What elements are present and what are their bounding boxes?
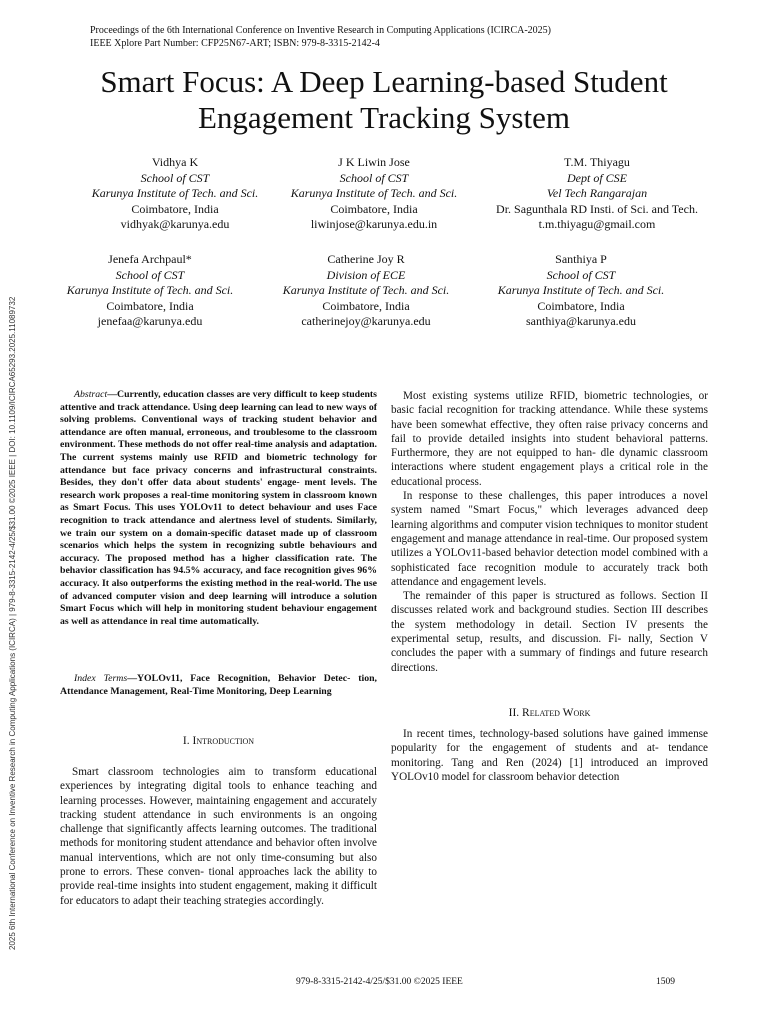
author-email: t.m.thiyagu@gmail.com <box>538 217 656 231</box>
page-number: 1509 <box>656 977 675 987</box>
author-email: jenefaa@karunya.edu <box>97 314 203 328</box>
author-dept: School of CST <box>339 170 409 185</box>
author-block <box>487 155 707 233</box>
author-dept: School of CST <box>140 170 210 185</box>
author-city: Coimbatore, India <box>131 201 219 216</box>
isbn-line: IEEE Xplore Part Number: CFP25N67-ART; ISBN: 979-8-3315-2142-4 <box>90 38 380 49</box>
conference-line: Proceedings of the 6th International Conference on Inventive Research in Computing Applications (ICIRCA-2025) <box>90 25 552 36</box>
abstract <box>60 389 377 628</box>
author-institution: Karunya Institute of Tech. and Sci. <box>282 283 450 297</box>
author-institution: Karunya Institute of Tech. and Sci. <box>290 186 458 200</box>
section-heading-related-work: II. Related Work <box>508 707 591 719</box>
conference-header <box>90 24 551 50</box>
paper-title <box>0 64 768 136</box>
author-dept: School of CST <box>115 267 185 282</box>
author-block <box>40 252 260 330</box>
related-paragraph: In recent times, technology-based solutions have gained immense popularity for the engagement of students and at- tendance monitoring. Tang and Ren (2024) [1] introduced an improved YOLOv10 model for classroom behavior detection <box>391 728 708 783</box>
author-city: Coimbatore, India <box>322 298 410 313</box>
author-name: Vidhya K <box>151 155 199 169</box>
index-terms <box>60 673 377 698</box>
author-institution: Karunya Institute of Tech. and Sci. <box>66 283 234 297</box>
index-terms-label: Index Terms <box>74 673 128 684</box>
author-name: J K Liwin Jose <box>338 155 410 169</box>
author-name: Catherine Joy R <box>327 252 405 266</box>
author-dept: School of CST <box>546 267 616 282</box>
author-city: Coimbatore, India <box>537 298 625 313</box>
author-name: Santhiya P <box>555 252 607 266</box>
paragraph-existing-systems: Most existing systems utilize RFID, biometric technologies, or basic facial recognition for tracking attendance. While these systems have been somewhat effective, they often raise privacy concerns and fail to provide detailed insights into student behavioral patterns. Furthermore, they are not equipped to han- dle dynamic classroom interactions where student engagement plays a critical role in the educational process. <box>391 390 708 488</box>
author-email: catherinejoy@karunya.edu <box>301 314 431 328</box>
paragraph-paper-structure: The remainder of this paper is structured as follows. Section II discusses related work and background studies. Section III describes the system methodology in detail. Section IV presents the experimental setup, results, and discussion. Fi- nally, Section V concludes the paper with a summary of findings and future research directions. <box>391 590 708 674</box>
author-name: Jenefa Archpaul* <box>108 252 192 266</box>
author-dept: Division of ECE <box>326 267 406 282</box>
author-email: vidhyak@karunya.edu <box>120 217 230 231</box>
abstract-label: Abstract <box>74 389 108 400</box>
footer-copyright: 979-8-3315-2142-4/25/$31.00 ©2025 IEEE <box>296 977 463 987</box>
author-email: santhiya@karunya.edu <box>525 314 636 328</box>
intro-paragraph: Smart classroom technologies aim to transform educational experiences by integrating digital tools to enhance teaching and learning processes. However, maintaining engagement and accurately tracking student attendance in such environments is an ongoing challenge that significantly affects learning outcomes. The traditional methods for monitoring student attendance and behavior often involve manual interventions, which are not only time-consuming but also prone to errors. These conven- tional approaches lack the ability to provide real-time insights into student engagement, making it difficult for educators to adapt their teaching strategies accordingly. <box>60 766 377 907</box>
title-line-2: Engagement Tracking System <box>198 100 570 135</box>
author-email: liwinjose@karunya.edu.in <box>310 217 438 231</box>
paragraph-proposed-system: In response to these challenges, this paper introduces a novel system named "Smart Focus," which leverages advanced deep learning algorithms and computer vision techniques to monitor student engagement and manage attendance in real-time. Our proposed system utilizes a YOLOv11-based behavior detection model combined with a sophisticated face recognition module to accurately track both attendance and engagement levels. <box>391 490 708 588</box>
author-block <box>65 155 285 233</box>
author-city: Coimbatore, India <box>106 298 194 313</box>
author-institution: Karunya Institute of Tech. and Sci. <box>91 186 259 200</box>
introduction-body <box>60 765 377 908</box>
related-work-body <box>391 727 708 784</box>
author-institution: Vel Tech Rangarajan <box>546 186 648 200</box>
abstract-text: —Currently, education classes are very difficult to keep students attentive and track attendance. Using deep learning can lead to new ways of solving problems. Conventional ways of tracking student behavior and attendance are often manual, erroneous, and troublesome to the classroom environment. These methods do not offer real-time analysis and adaptation. The current systems mainly use RFID and biometric technology for attendance but face privacy concerns and infrastructural constraints. Besides, they don't offer data about students' engage- ment levels. The research work proposes a real-time monitoring system in classroom known as Smart Focus. This uses YOLOv11 to detect behaviour and uses Face recognition to track attendance and alertness level of students. Similarly, we train our system on a domain-specific dataset made up of classroom scenarios which helps the system in recognizing subtle behaviours and accuracy. The proposed method has a higher classification rate. The behavior classification has 94.5% accuracy, and face recognition gives 96% accuracy. It also outperforms the existing method in the real-world. The use of advanced computer vision and deep learning will introduce a solution Smart Focus which will help in monitoring student behaviour engagement as well as attendance in real time automatically. <box>60 389 377 627</box>
author-city: Coimbatore, India <box>330 201 418 216</box>
author-name: T.M. Thiyagu <box>564 155 630 169</box>
author-block <box>256 252 476 330</box>
author-institution: Karunya Institute of Tech. and Sci. <box>497 283 665 297</box>
author-dept: Dept of CSE <box>567 170 627 185</box>
doi-sidebar: 2025 6th International Conference on Inventive Research in Computing Applications (ICIRCA) | 979-8-3315-2142-4/25/$31.00 ©2025 IEEE | DOI: 10.1109/ICIRCA65293.2025.11089732 <box>8 296 17 950</box>
author-city: Dr. Sagunthala RD Insti. of Sci. and Tech. <box>496 201 698 216</box>
section-heading-introduction: I. Introduction <box>182 735 255 747</box>
author-block <box>264 155 484 233</box>
title-line-1: Smart Focus: A Deep Learning-based Student <box>100 64 668 99</box>
right-column-body <box>391 389 708 675</box>
index-terms-text: —YOLOv11, Face Recognition, Behavior Detec- tion, Attendance Management, Real-Time Monitoring, Deep Learning <box>60 673 377 697</box>
author-block <box>471 252 691 330</box>
